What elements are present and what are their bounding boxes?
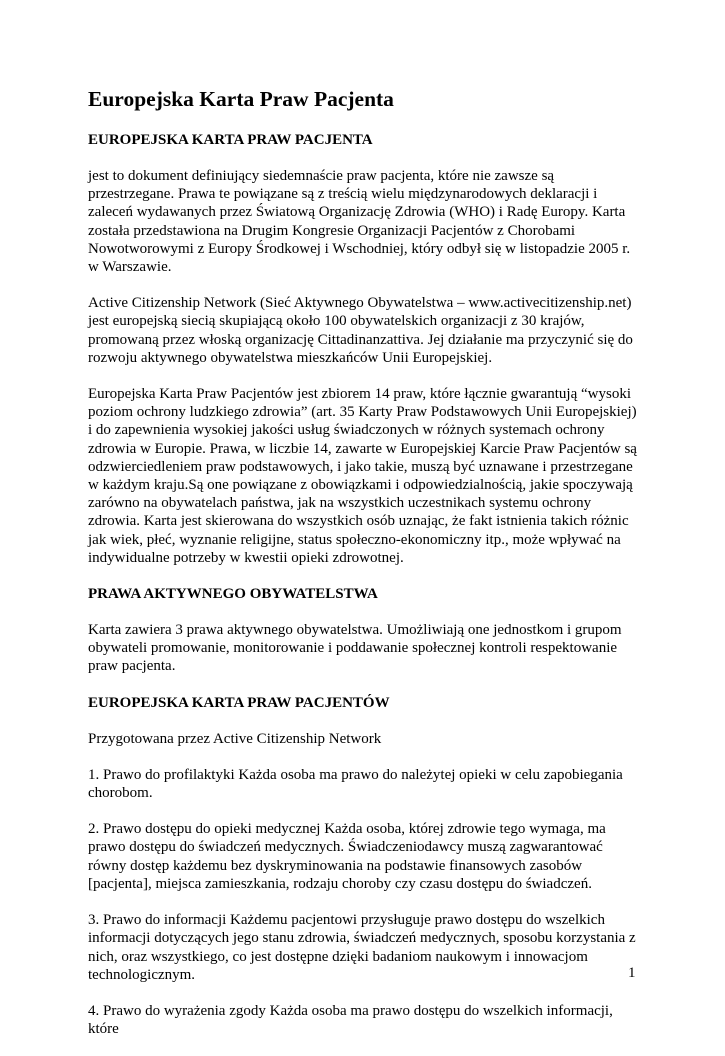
document-title: Europejska Karta Praw Pacjenta bbox=[88, 87, 394, 111]
section-heading-charter: EUROPEJSKA KARTA PRAW PACJENTA bbox=[88, 132, 373, 148]
document-page bbox=[88, 84, 638, 1056]
right-item-prevention: 1. Prawo do profilaktyki Każda osoba ma prawo do należytej opieki w celu zapobiegania chorobom. bbox=[88, 766, 623, 802]
paragraph-citizenship-rights: Karta zawiera 3 prawa aktywnego obywatelstwa. Umożliwiają one jednostkom i grupom obywateli promowanie, monitorowanie i poddawanie społecznej kontroli respektowanie praw pacjenta. bbox=[88, 622, 622, 675]
paragraph-prepared-by: Przygotowana przez Active Citizenship Network bbox=[88, 730, 382, 747]
paragraph-active-citizenship: Active Citizenship Network (Sieć Aktywnego Obywatelstwa – www.activecitizenship.net) jest europejską siecią skupiającą około 100 obywatelskich organizacji z 30 krajów, promowaną przez włoską organizację Cittadinanzattiva. Jej działanie ma przyczynić się do rozwoju aktywnego obywatelstwa mieszkańców Unii Europejskiej. bbox=[88, 295, 633, 366]
page-number: 1 bbox=[628, 965, 636, 981]
paragraph-charter-overview: Europejska Karta Praw Pacjentów jest zbiorem 14 praw, które łącznie gwarantują “wysoki poziom ochrony ludzkiego zdrowia” (art. 35 Karty Praw Podstawowych Unii Europejskiej) i do zapewnienia wysokiej jakości usług świadczonych w różnych systemach ochrony zdrowia w Europie. Prawa, w liczbie 14, zawarte w Europejskiej Karcie Praw Pacjentów są odzwierciedleniem praw podstawowych, i jako takie, muszą być uznawane i przestrzegane w każdym kraju.Są one powiązane z obowiązkami i odpowiedzialnością, jakie spoczywają zarówno na obywatelach państwa, jak na wszystkich uczestnikach systemu ochrony zdrowia. Karta jest skierowana do wszystkich osób uznając, że fakt istnienia takich różnic jak wiek, płeć, wyznanie religijne, status społeczno-ekonomiczny itp., może wpływać na indywidualne potrzeby w kwestii opieki zdrowotnej. bbox=[88, 386, 637, 566]
paragraph-definition: jest to dokument definiujący siedemnaście praw pacjenta, które nie zawsze są przestrzegane. Prawa te powiązane są z treścią wielu międzynarodowych deklaracji i zaleceń wydawanych przez Światową Organizację Zdrowia (WHO) i Radę Europy. Karta została przedstawiona na Drugim Kongresie Organizacji Pacjentów z Chorobami Nowotworowymi z Europy Środkowej i Wschodniej, który odbył się w listopadzie 2005 r. w Warszawie. bbox=[88, 168, 631, 276]
right-item-information: 3. Prawo do informacji Każdemu pacjentowi przysługuje prawo dostępu do wszelkich informacji dotyczących jego stanu zdrowia, świadczeń medycznych, sposobu korzystania z nich, oraz wszystkiego, co jest dostępne dzięki badaniom naukowym i innowacjom technologicznym. bbox=[88, 912, 636, 983]
section-heading-patients-charter: EUROPEJSKA KARTA PRAW PACJENTÓW bbox=[88, 694, 390, 711]
right-item-consent: 4. Prawo do wyrażenia zgody Każda osoba ma prawo dostępu do wszelkich informacji, które bbox=[88, 1002, 613, 1038]
section-heading-active-citizenship-rights: PRAWA AKTYWNEGO OBYWATELSTWA bbox=[88, 586, 378, 603]
right-item-access: 2. Prawo dostępu do opieki medycznej Każda osoba, której zdrowie tego wymaga, ma prawo dostępu do świadczeń medycznych. Świadczeniodawcy muszą zagwarantować równy dostęp każdemu bez dyskryminowania na podstawie finansowych zasobów [pacjenta], miejsca zamieszkania, rodzaju choroby czy czasu dostępu do świadczeń. bbox=[88, 821, 606, 892]
